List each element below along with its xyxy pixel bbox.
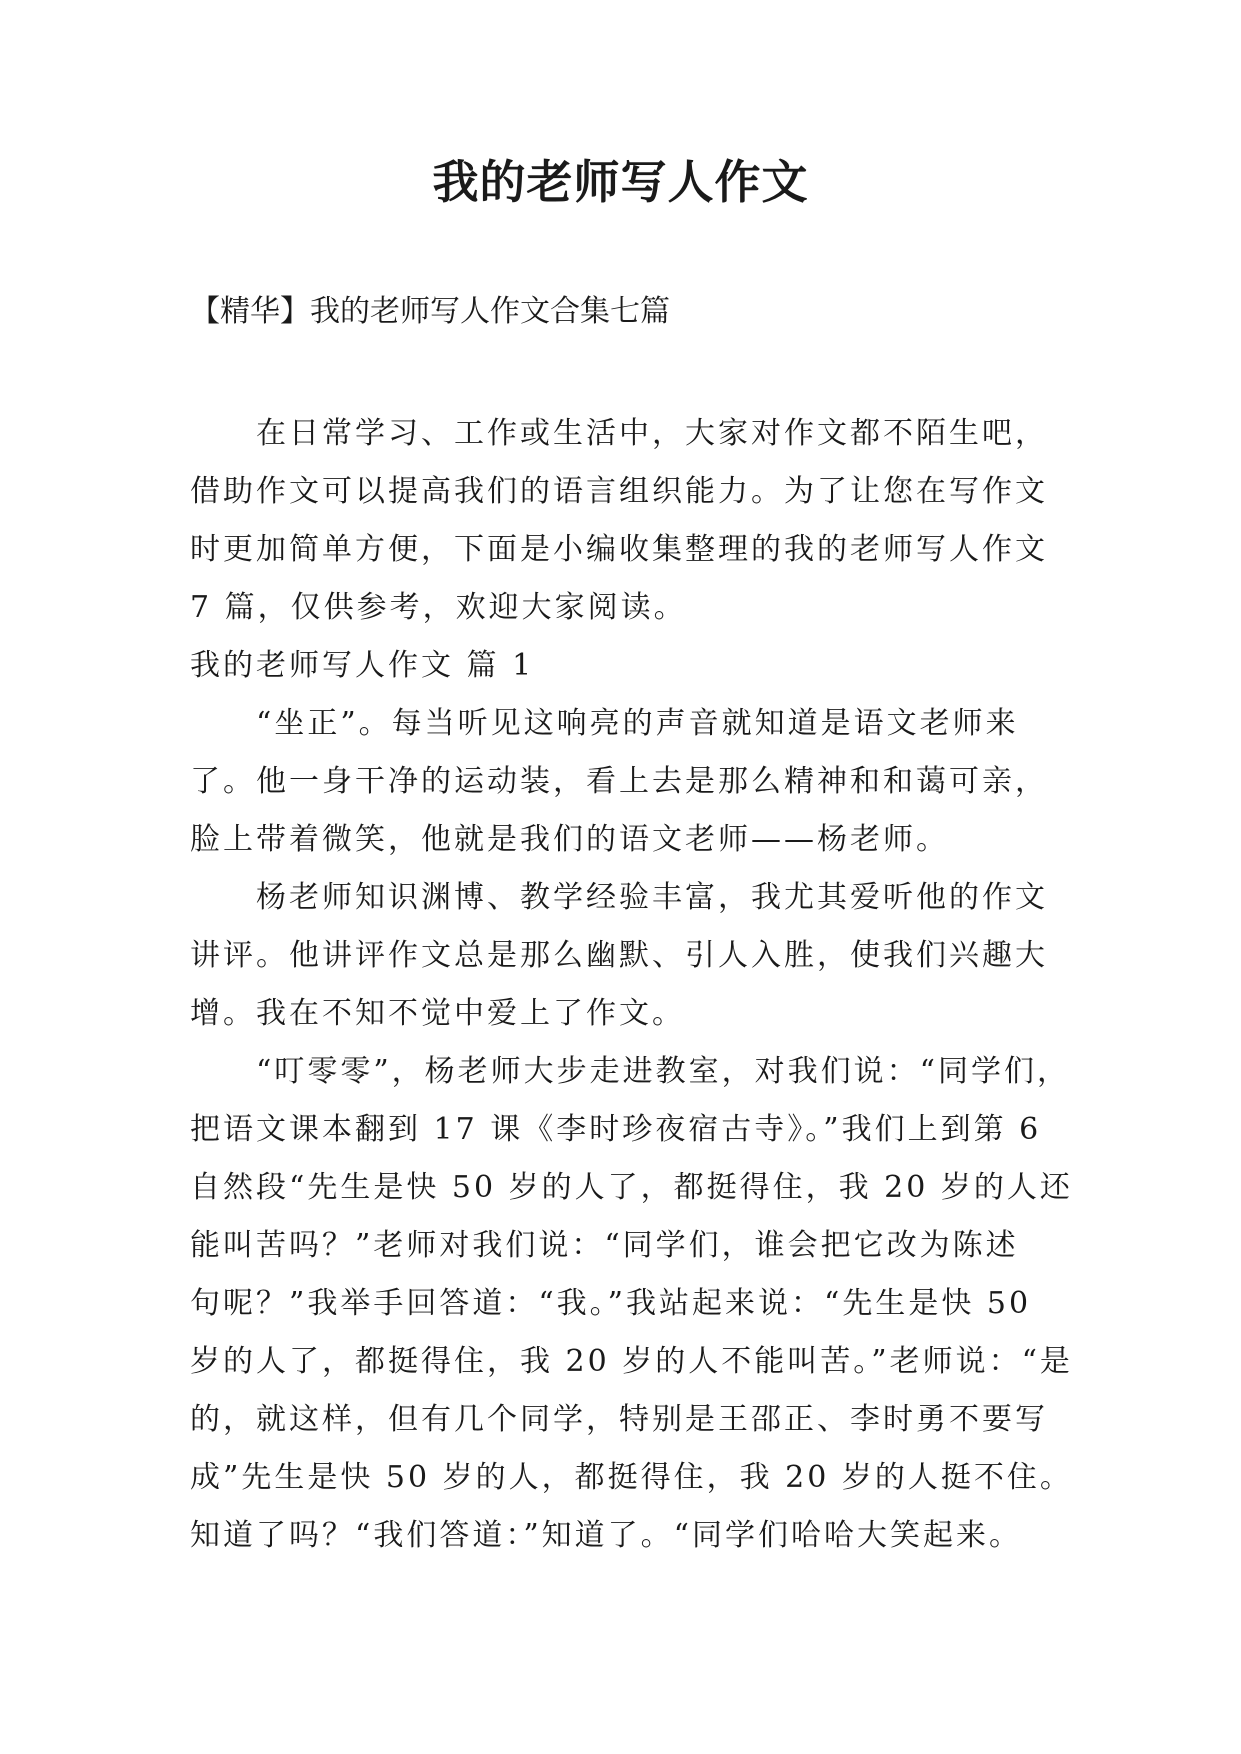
body-line: 成”先生是快 50 岁的人，都挺得住，我 20 岁的人挺不住。: [190, 1460, 1073, 1495]
body-line: 讲评。他讲评作文总是那么幽默、引人入胜，使我们兴趣大: [190, 938, 1048, 973]
body-line: 时更加简单方便，下面是小编收集整理的我的老师写人作文: [190, 532, 1048, 567]
body-line: 岁的人了，都挺得住，我 20 岁的人不能叫苦。”老师说：“是: [190, 1344, 1073, 1379]
body-line: 脸上带着微笑，他就是我们的语文老师——杨老师。: [190, 822, 949, 857]
body-line: 自然段“先生是快 50 岁的人了，都挺得住，我 20 岁的人还: [190, 1170, 1073, 1205]
body-line: 在日常学习、工作或生活中，大家对作文都不陌生吧，: [256, 416, 1048, 451]
body-line: 的，就这样，但有几个同学，特别是王邵正、李时勇不要写: [190, 1402, 1048, 1437]
body-line: 把语文课本翻到 17 课《李时珍夜宿古寺》。”我们上到第 6: [190, 1112, 1042, 1147]
document-title: 我的老师写人作文: [432, 155, 809, 209]
body-line: 杨老师知识渊博、教学经验丰富，我尤其爱听他的作文: [256, 880, 1048, 915]
body-line: 了。他一身干净的运动装，看上去是那么精神和和蔼可亲，: [190, 764, 1048, 799]
body-line: “坐正”。每当听见这响亮的声音就知道是语文老师来: [256, 706, 1019, 741]
body-line: 能叫苦吗？”老师对我们说：“同学们，谁会把它改为陈述: [190, 1228, 1019, 1263]
body-line: 借助作文可以提高我们的语言组织能力。为了让您在写作文: [190, 474, 1048, 509]
document-body: [190, 405, 1073, 1565]
body-line: 增。我在不知不觉中爱上了作文。: [190, 996, 685, 1031]
body-line: 7 篇，仅供参考，欢迎大家阅读。: [190, 590, 687, 625]
document-subtitle: 【精华】我的老师写人作文合集七篇: [190, 294, 670, 329]
body-line: 句呢？”我举手回答道：“我。”我站起来说：“先生是快 50: [190, 1286, 1032, 1321]
body-line: 我的老师写人作文 篇 1: [190, 648, 535, 683]
body-line: 知道了吗？“我们答道：”知道了。“同学们哈哈大笑起来。: [190, 1518, 1023, 1553]
body-line: “叮零零”，杨老师大步走进教室，对我们说：“同学们，: [256, 1054, 1071, 1089]
